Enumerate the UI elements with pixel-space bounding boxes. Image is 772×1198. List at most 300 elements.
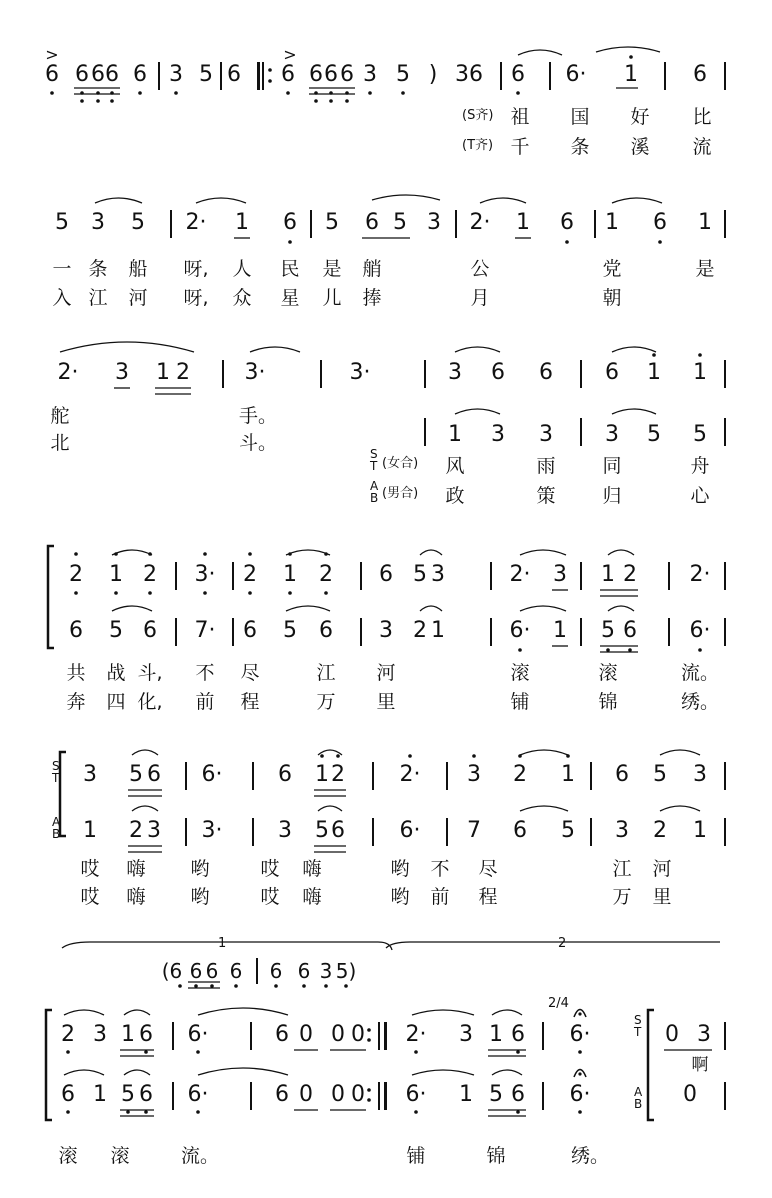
barline	[724, 1022, 726, 1050]
slur	[455, 409, 500, 414]
octave-dot-above	[320, 754, 324, 758]
note: 3	[91, 210, 105, 235]
note: 0	[299, 1082, 313, 1107]
note: 6	[243, 618, 257, 643]
note: 6	[511, 62, 525, 87]
accent-mark: >	[283, 45, 297, 64]
slur	[520, 750, 568, 755]
note: 2	[319, 562, 333, 587]
note: 1	[489, 1022, 503, 1047]
note: 3	[115, 360, 129, 385]
barline	[257, 62, 260, 90]
note: 6	[147, 762, 161, 787]
system-bracket	[648, 1010, 654, 1120]
note: 3	[363, 62, 377, 87]
octave-dot-below	[110, 99, 114, 103]
slur	[112, 550, 152, 555]
note: 3	[169, 62, 183, 87]
barline	[252, 762, 254, 790]
lyric: 哟	[190, 858, 210, 880]
note: 6	[319, 618, 333, 643]
note: 6	[560, 210, 574, 235]
note: 6	[275, 1082, 289, 1107]
lyric: 同	[602, 455, 622, 477]
barline	[724, 762, 726, 790]
lyric: 民	[280, 258, 300, 280]
note: 6	[365, 210, 379, 235]
note: 6·	[405, 1082, 427, 1107]
note: 6·	[201, 762, 223, 787]
barline	[446, 762, 448, 790]
note: 3	[467, 762, 481, 787]
octave-dot-below	[314, 91, 318, 95]
note: 0	[351, 1082, 365, 1107]
slur	[112, 606, 152, 611]
lyric: 铺	[406, 1145, 426, 1167]
note: 3	[615, 818, 629, 843]
note: 6·	[565, 62, 587, 87]
fermata	[574, 1070, 586, 1078]
barline	[500, 62, 502, 90]
note: 6	[693, 62, 707, 87]
slur	[412, 1070, 474, 1075]
barline	[360, 562, 362, 590]
note: 6	[269, 959, 283, 983]
lyric: 归	[602, 485, 622, 507]
octave-dot-below	[345, 91, 349, 95]
lyric: 尽	[240, 662, 260, 684]
slur	[132, 750, 158, 755]
barline	[724, 418, 726, 446]
lyric: 哟	[390, 858, 410, 880]
lyric: 程	[478, 886, 498, 908]
note: 6	[511, 1082, 525, 1107]
slur	[596, 47, 660, 52]
lyric: 河	[128, 287, 148, 309]
lyric: 哎	[260, 858, 280, 880]
barline	[580, 618, 582, 646]
barline	[172, 1082, 174, 1110]
note: 0	[665, 1022, 679, 1047]
note: 2	[331, 762, 345, 787]
barline	[590, 818, 592, 846]
lyric: 斗,	[137, 662, 163, 684]
octave-dot-below	[516, 91, 520, 95]
octave-dot-below	[401, 91, 405, 95]
octave-dot-below	[578, 1110, 582, 1114]
label-t: (T齐)	[462, 138, 494, 153]
octave-dot-below	[288, 591, 292, 595]
system-bracket	[46, 1010, 52, 1120]
slur	[124, 1010, 150, 1015]
octave-dot-above	[288, 552, 292, 556]
voice-s: S	[370, 447, 378, 461]
barline	[372, 818, 374, 846]
note: 6	[227, 62, 241, 87]
note: 1	[431, 618, 445, 643]
octave-dot-below	[148, 591, 152, 595]
octave-dot-below	[606, 648, 610, 652]
note: 5	[199, 62, 213, 87]
note: 2	[143, 562, 157, 587]
lyric: 铺	[510, 691, 530, 713]
barline	[580, 360, 582, 388]
note: 3	[693, 762, 707, 787]
note: 5	[325, 210, 339, 235]
note: 2·	[469, 210, 491, 235]
octave-dot-below	[288, 240, 292, 244]
octave-dot-above	[518, 754, 522, 758]
note: 6	[491, 360, 505, 385]
note: 2	[623, 562, 637, 587]
lyric: 不	[430, 858, 450, 880]
lyric: 船	[128, 258, 148, 280]
octave-dot-below	[126, 1110, 130, 1114]
barline	[446, 818, 448, 846]
slur	[372, 195, 440, 200]
lyric: 心	[690, 485, 710, 507]
note: 5	[109, 618, 123, 643]
slur	[64, 1010, 104, 1015]
note: 5	[315, 818, 329, 843]
note: 2	[176, 360, 190, 385]
octave-dot-above	[698, 353, 702, 357]
octave-dot-below	[368, 91, 372, 95]
note: )	[428, 62, 438, 87]
barline	[580, 562, 582, 590]
note: 1	[235, 210, 249, 235]
note: 1	[647, 360, 661, 385]
octave-dot-below	[110, 91, 114, 95]
note: 1	[601, 562, 615, 587]
lyric: 祖	[510, 106, 530, 128]
lyric: 程	[240, 691, 260, 713]
lyric: 政	[445, 485, 465, 507]
barline	[310, 210, 312, 238]
slur	[318, 806, 342, 811]
note: 1	[83, 818, 97, 843]
note: 5	[121, 1082, 135, 1107]
note: 6	[205, 959, 219, 983]
slur	[250, 347, 300, 352]
repeat-dot	[367, 1098, 371, 1102]
barline	[724, 818, 726, 846]
voice-s: S	[634, 1013, 642, 1027]
note: 6	[283, 210, 297, 235]
barline	[220, 62, 222, 90]
note: 5	[131, 210, 145, 235]
note: 3	[83, 762, 97, 787]
octave-dot-above	[114, 552, 118, 556]
octave-dot-below	[234, 984, 238, 988]
barline	[185, 762, 187, 790]
label-s: (S齐)	[462, 108, 494, 123]
note: 0	[331, 1022, 345, 1047]
voice-a: A	[370, 479, 379, 493]
slur	[455, 347, 500, 352]
lyric: 手。	[238, 405, 278, 427]
note: 3·	[194, 562, 216, 587]
note: 6·	[187, 1022, 209, 1047]
lyric: 滚	[598, 662, 618, 684]
meter: 2/4	[548, 996, 569, 1011]
octave-dot-below	[314, 99, 318, 103]
barline	[222, 360, 224, 388]
lyric: 里	[376, 691, 396, 713]
note: 2	[513, 762, 527, 787]
voice-b: B	[370, 491, 379, 505]
note: 6	[605, 360, 619, 385]
octave-dot-above	[148, 552, 152, 556]
lyric: 国	[570, 106, 590, 128]
lyric: 嗨	[302, 858, 322, 880]
octave-dot-below	[329, 91, 333, 95]
accent-mark: >	[45, 45, 59, 64]
slur	[518, 50, 562, 55]
lyric: 里	[652, 886, 672, 908]
lyric: 条	[88, 258, 108, 280]
slur	[520, 606, 566, 611]
octave-dot-below	[414, 1050, 418, 1054]
lyric: 策	[536, 485, 556, 507]
slur	[520, 550, 566, 555]
lyric: 月	[470, 287, 490, 309]
lyric: 朝	[602, 287, 622, 309]
lyric: 风	[445, 455, 465, 477]
slur	[132, 806, 158, 811]
note: 2	[653, 818, 667, 843]
octave-dot-above	[324, 552, 328, 556]
voice-t: T	[370, 459, 378, 473]
lyric: 流。	[180, 1145, 220, 1167]
note: 2·	[405, 1022, 427, 1047]
note: 2	[129, 818, 143, 843]
slur	[608, 550, 634, 555]
note: 1	[553, 618, 567, 643]
note: 6·	[187, 1082, 209, 1107]
note: 5	[647, 422, 661, 447]
octave-dot-below	[414, 1110, 418, 1114]
barline	[549, 62, 551, 90]
note: 2	[243, 562, 257, 587]
note: 1	[561, 762, 575, 787]
note: 6·	[569, 1082, 591, 1107]
barline	[378, 1022, 380, 1050]
note: 6	[69, 618, 83, 643]
slur	[480, 198, 526, 203]
lyric: 众	[232, 287, 252, 309]
octave-dot-below	[196, 1050, 200, 1054]
lyric: 河	[376, 662, 396, 684]
note: 6	[143, 618, 157, 643]
note: 3	[379, 618, 393, 643]
note: 2	[61, 1022, 75, 1047]
octave-dot-below	[565, 240, 569, 244]
barline	[724, 210, 726, 238]
lyric: 万	[316, 691, 336, 713]
note: 6	[275, 1022, 289, 1047]
note: 3	[319, 959, 333, 983]
lyric: 流	[692, 136, 712, 158]
octave-dot-above	[472, 754, 476, 758]
barline	[668, 562, 670, 590]
lyric: 哟	[390, 886, 410, 908]
note: 1	[448, 422, 462, 447]
note: 3	[697, 1022, 711, 1047]
octave-dot-above	[336, 754, 340, 758]
note: 6	[133, 62, 147, 87]
note: 6	[281, 62, 295, 87]
note: 3	[431, 562, 445, 587]
note: 6	[513, 818, 527, 843]
slur	[60, 342, 194, 352]
voice-s: S	[52, 759, 60, 773]
octave-dot-below	[518, 648, 522, 652]
lyric: 江	[316, 662, 336, 684]
barline	[455, 210, 457, 238]
octave-dot-below	[144, 1050, 148, 1054]
octave-dot-below	[210, 984, 214, 988]
note: 6	[45, 62, 59, 87]
note: 1	[624, 62, 638, 87]
note: 6	[379, 562, 393, 587]
lyric: 绣。	[570, 1145, 610, 1167]
note: 6	[623, 618, 637, 643]
barline	[724, 618, 726, 646]
lyric: 四	[106, 691, 126, 713]
lyric: 嗨	[126, 886, 146, 908]
slur	[608, 606, 634, 611]
note: 6	[105, 62, 119, 87]
lyric: 比	[692, 106, 712, 128]
octave-dot-below	[80, 91, 84, 95]
octave-dot-below	[144, 1110, 148, 1114]
note: 6	[229, 959, 243, 983]
lyric: 儿	[322, 287, 342, 309]
octave-dot-below	[138, 91, 142, 95]
note: 6	[91, 62, 105, 87]
note: 0	[683, 1082, 697, 1107]
barline	[724, 62, 726, 90]
lyric: 江	[612, 858, 632, 880]
lyric: 战	[106, 662, 126, 684]
octave-dot-below	[174, 91, 178, 95]
lyric: 艄	[362, 258, 382, 280]
note: 1	[121, 1022, 135, 1047]
note: 3	[491, 422, 505, 447]
lyric: 入	[52, 287, 72, 309]
barline	[424, 360, 426, 388]
note: 6·	[509, 618, 531, 643]
voice-t: T	[52, 771, 60, 785]
slur	[286, 606, 330, 611]
lyric: 一	[52, 258, 72, 280]
lyric: 滚	[58, 1145, 78, 1167]
octave-dot-below	[203, 591, 207, 595]
barline	[250, 1082, 252, 1110]
octave-dot-below	[50, 91, 54, 95]
lyric: 条	[570, 136, 590, 158]
note: 6	[309, 62, 323, 87]
lyric: 舟	[690, 455, 710, 477]
lyric: 滚	[110, 1145, 130, 1167]
octave-dot-below	[248, 591, 252, 595]
note: 7	[467, 818, 481, 843]
barline	[372, 762, 374, 790]
note: 3·	[244, 360, 266, 385]
lyric: 万	[612, 886, 632, 908]
slur	[318, 750, 342, 755]
volta-number: 2	[558, 936, 567, 951]
lyric: 哟	[190, 886, 210, 908]
note: 6	[539, 360, 553, 385]
octave-dot-below	[324, 591, 328, 595]
fermata	[574, 1010, 586, 1018]
note: 3	[147, 818, 161, 843]
barline	[424, 418, 426, 446]
lyric: 舵	[50, 405, 70, 427]
note: 1	[698, 210, 712, 235]
part-label: (女合)	[382, 456, 419, 471]
note: 6	[61, 1082, 75, 1107]
volta-number: 1	[218, 936, 227, 951]
octave-dot-above	[566, 754, 570, 758]
note: 3	[93, 1022, 107, 1047]
note: 6	[139, 1022, 153, 1047]
octave-dot-below	[329, 99, 333, 103]
voice-t: T	[634, 1025, 642, 1039]
volta-bracket	[62, 942, 392, 950]
lyric: 是	[695, 258, 715, 280]
lyric: 尽	[478, 858, 498, 880]
barline	[320, 360, 322, 388]
note: 3	[539, 422, 553, 447]
lyric: 哎	[80, 886, 100, 908]
octave-dot-below	[302, 984, 306, 988]
lyric: 哎	[260, 886, 280, 908]
slur	[412, 1010, 474, 1015]
lyric: 河	[652, 858, 672, 880]
voice-b: B	[634, 1097, 643, 1111]
system-bracket	[60, 752, 66, 836]
note: 3	[605, 422, 619, 447]
barline	[360, 618, 362, 646]
note: 1	[93, 1082, 107, 1107]
note: 5	[489, 1082, 503, 1107]
octave-dot-below	[114, 591, 118, 595]
octave-dot-below	[578, 1050, 582, 1054]
note: 6	[75, 62, 89, 87]
octave-dot-above	[74, 552, 78, 556]
lyric: 江	[88, 287, 108, 309]
note: 2·	[689, 562, 711, 587]
volta-bracket	[386, 942, 720, 948]
slur	[196, 198, 246, 203]
note: 1	[516, 210, 530, 235]
barline	[172, 1022, 174, 1050]
note: 5	[393, 210, 407, 235]
lyric: 共	[66, 662, 86, 684]
note: 6	[278, 762, 292, 787]
note: 6	[297, 959, 311, 983]
note: 5)	[335, 959, 357, 983]
lyric: 溪	[630, 136, 650, 158]
fermata-dot	[578, 1072, 581, 1075]
system-bracket	[48, 546, 54, 648]
barline	[384, 1082, 387, 1110]
octave-dot-below	[274, 984, 278, 988]
note: 1	[693, 360, 707, 385]
